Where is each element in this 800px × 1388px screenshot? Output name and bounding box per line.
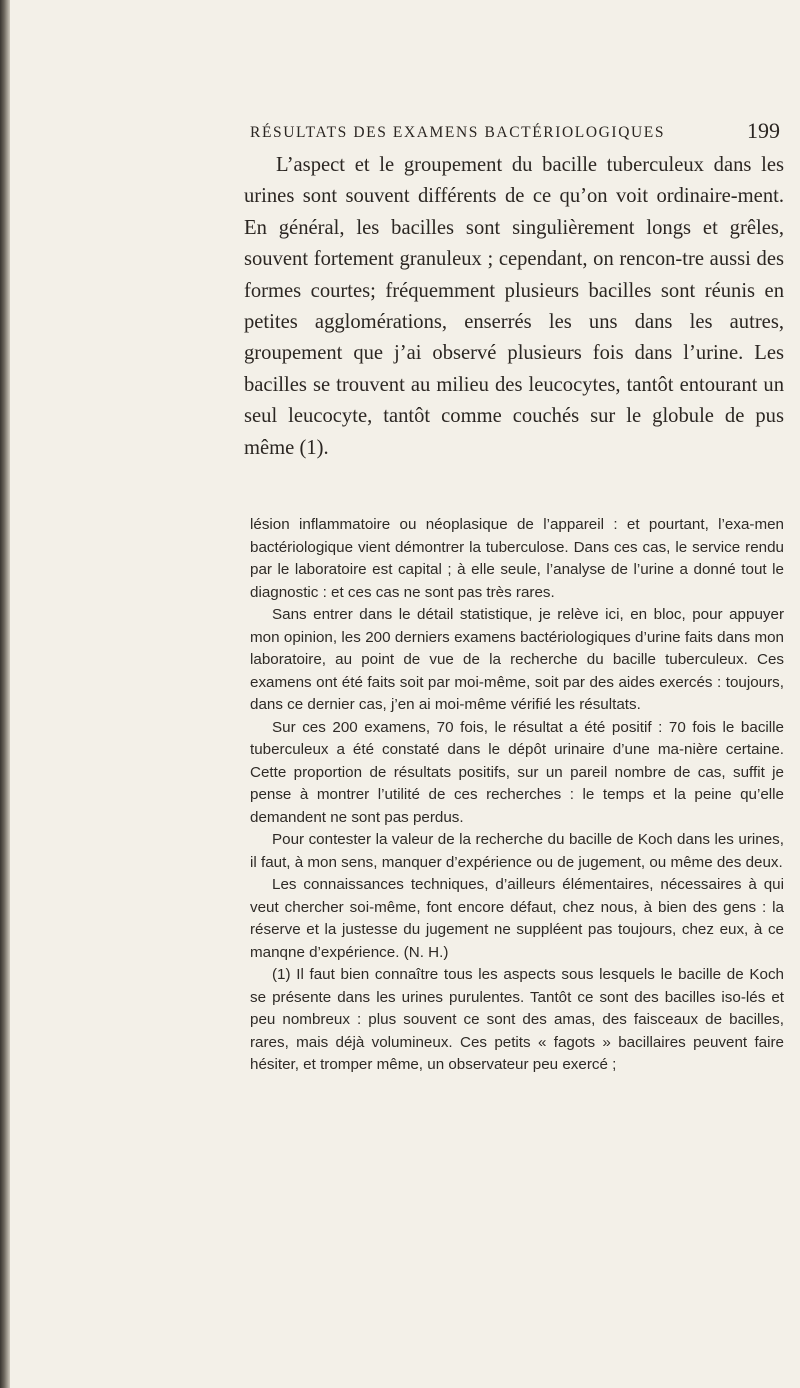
footnote-paragraph: Pour contester la valeur de la recherche du bacille de Koch dans les urines, il faut, à mon sens, manquer d’expérience ou de jugement, ou même des deux. [250, 831, 784, 871]
footnote-paragraph: Sans entrer dans le détail statistique, je relève ici, en bloc, pour appuyer mon opinion, les 200 derniers examens bactériologiques d’urine faits dans mon laboratoire, au point de vue de la recherche du bacille tuberculeux. Ces examens ont été faits soit par moi-même, soit par des aides exercés : toujours, dans ce dernier cas, j’en ai moi-même vérifié les résultats. [250, 606, 784, 713]
main-text [244, 150, 784, 464]
page-number: 199 [747, 118, 780, 143]
footnote-continuation: lésion inflammatoire ou néoplasique de l’appareil : et pourtant, l’exa-men bactériologique vient démontrer la tuberculose. Dans ces cas, le service rendu par le laboratoire est capital ; à elle seule, l’analyse de l’urine a donné tout le diagnostic : et ces cas ne sont pas très rares. [250, 516, 784, 601]
footnote-1: (1) Il faut bien connaître tous les aspects sous lesquels le bacille de Koch se présente dans les urines purulentes. Tantôt ce sont des bacilles iso-lés et peu nombreux : plus souvent ce sont des amas, des faisceaux de bacilles, rares, mais déjà volumineux. Ces petits « fagots » bacillaires peuvent faire hésiter, et tromper même, un observateur peu exercé ; [250, 966, 784, 1073]
running-head-title: RÉSULTATS DES EXAMENS BACTÉRIOLOGIQUES [250, 124, 666, 141]
running-head [250, 118, 780, 150]
main-paragraph: L’aspect et le groupement du bacille tuberculeux dans les urines sont souvent différents de ce qu’on voit ordinaire-ment. En général, les bacilles sont singulièrement longs et grêles, souvent fortement granuleux ; cependant, on rencon-tre aussi des formes courtes; fréquemment plusieurs bacilles sont réunis en petites agglomérations, enserrés les uns dans les autres, groupement que j’ai observé plusieurs fois dans l’urine. Les bacilles se trouvent au milieu des leucocytes, tantôt entourant un seul leucocyte, tantôt comme couchés sur le globule de pus même (1). [244, 154, 784, 459]
footnote-paragraph: Les connaissances techniques, d’ailleurs élémentaires, nécessaires à qui veut chercher soi-même, font encore défaut, chez nous, à bien des gens : la réserve et la justesse du jugement ne suppléent pas toujours, chez eux, à ce manqne d’expérience. (N. H.) [250, 876, 784, 961]
footnotes [250, 514, 784, 1077]
footnote-paragraph: Sur ces 200 examens, 70 fois, le résultat a été positif : 70 fois le bacille tuberculeux a été constaté dans le dépôt urinaire d’une ma-nière certaine. Cette proportion de résultats positifs, sur un pareil nombre de cas, suffit je pense à montrer l’utilité de ces recherches : le temps et la peine qu’elle demandent ne sont pas perdus. [250, 718, 784, 826]
